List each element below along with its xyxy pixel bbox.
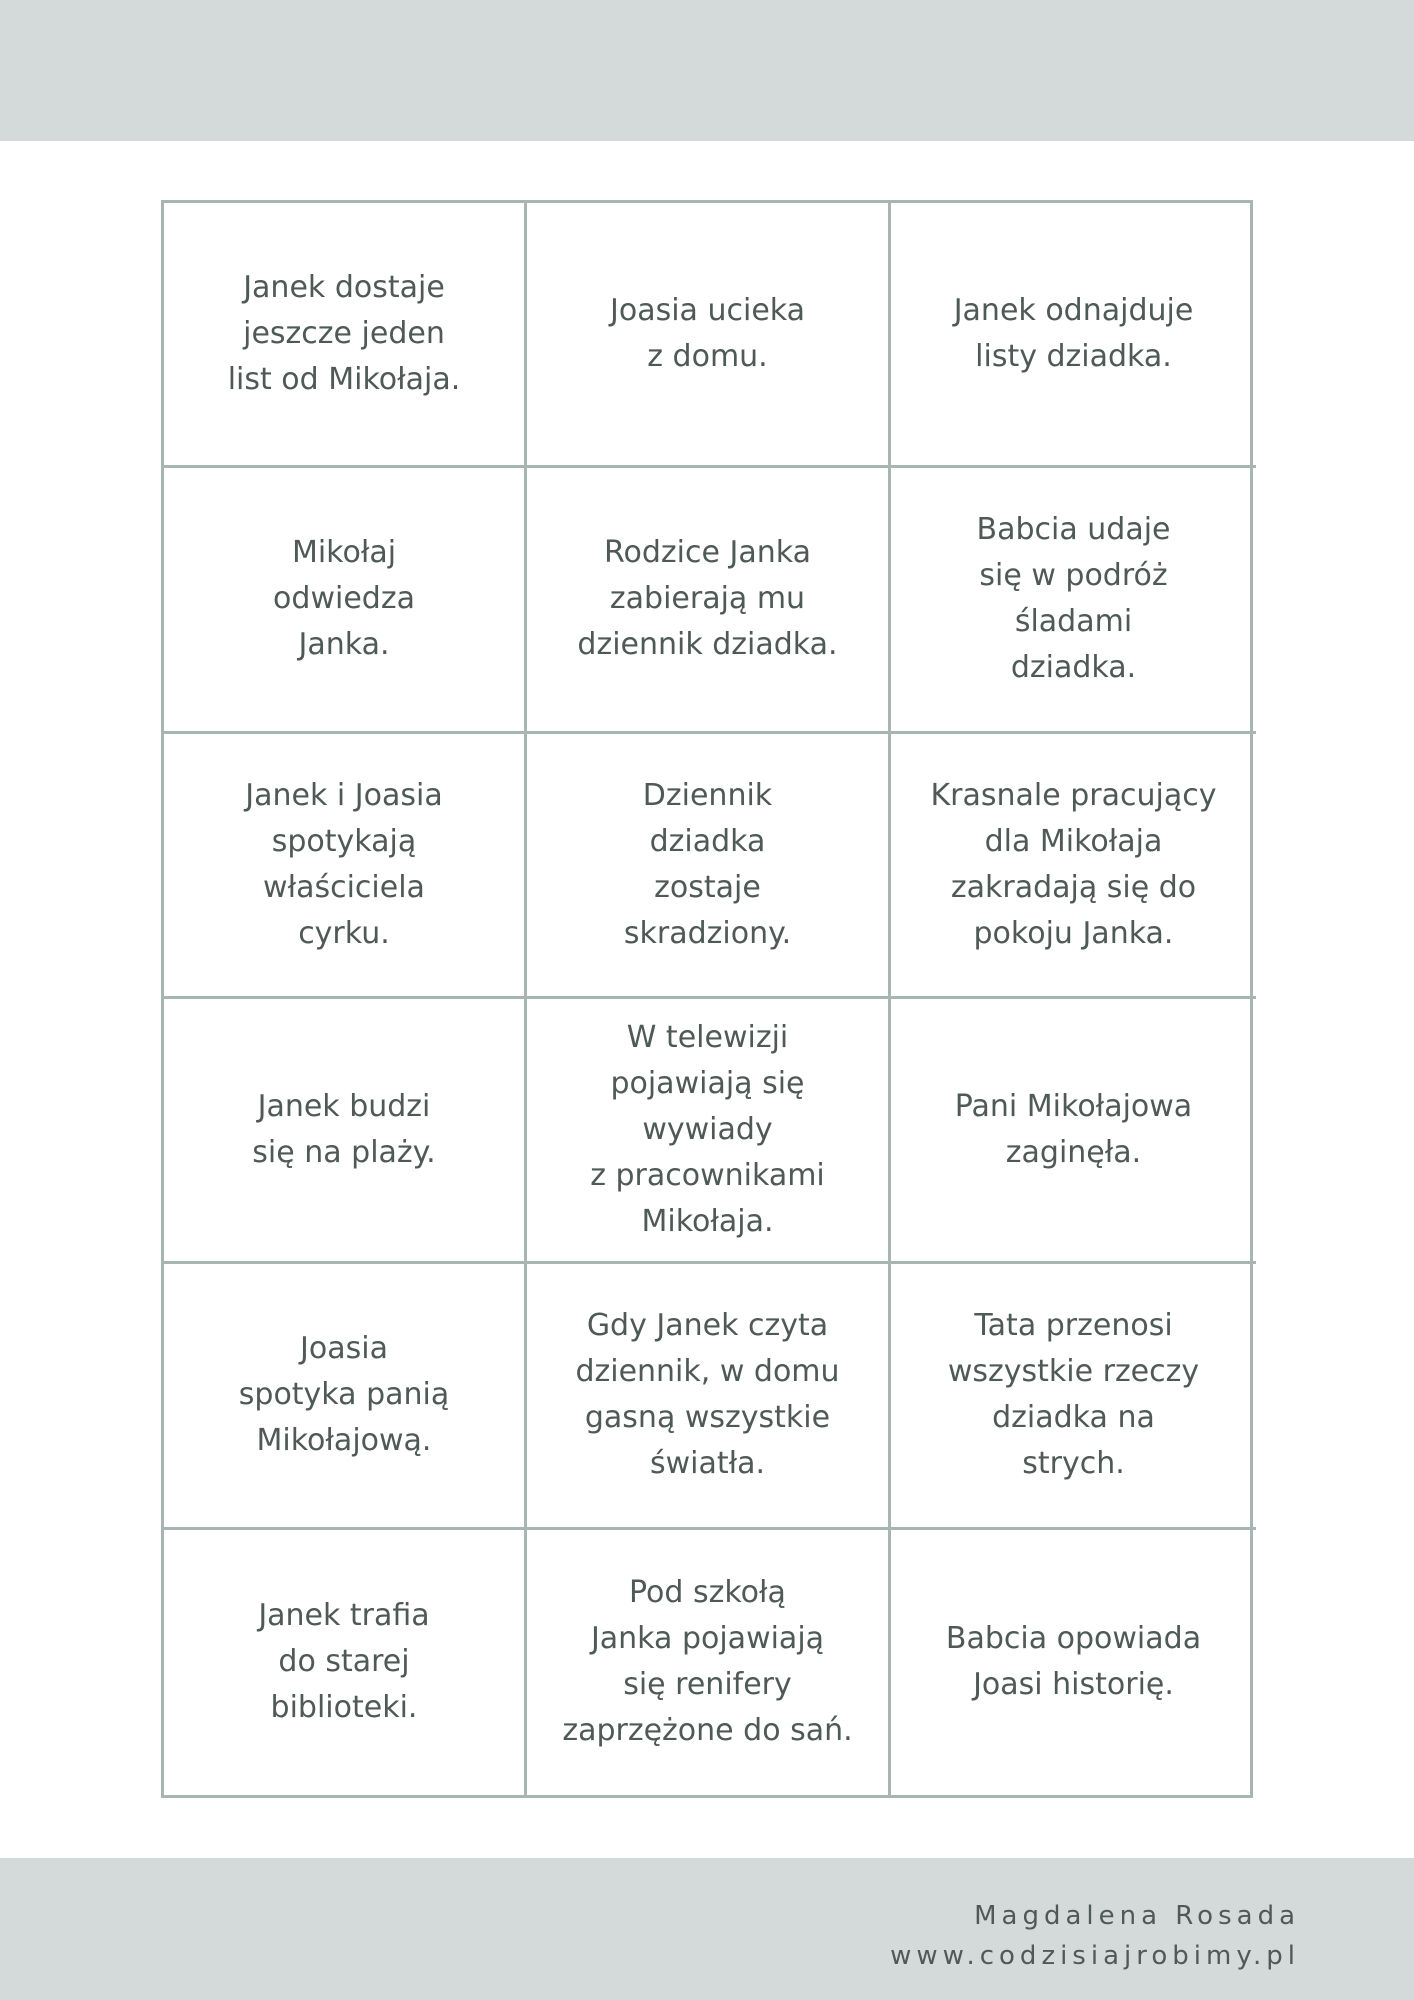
story-card: Janek odnajduje listy dziadka. — [891, 203, 1256, 468]
story-card: Mikołaj odwiedza Janka. — [164, 468, 527, 733]
story-card: Tata przenosi wszystkie rzeczy dziadka na strych. — [891, 1264, 1256, 1529]
story-card: Babcia udaje się w podróż śladami dziadka. — [891, 468, 1256, 733]
author-name: Magdalena Rosada — [974, 1901, 1300, 1931]
story-card: Pod szkołą Janka pojawiają się renifery zaprzężone do sań. — [527, 1530, 891, 1795]
story-card: W telewizji pojawiają się wywiady z pracownikami Mikołaja. — [527, 999, 891, 1264]
story-card: Janek dostaje jeszcze jeden list od Mikołaja. — [164, 203, 527, 468]
story-card: Joasia ucieka z domu. — [527, 203, 891, 468]
story-card: Janek i Joasia spotykają właściciela cyrku. — [164, 734, 527, 999]
story-cards-grid — [161, 200, 1253, 1798]
header-band — [0, 0, 1414, 141]
website-link[interactable]: www.codzisiajrobimy.pl — [890, 1941, 1300, 1971]
footer — [890, 1896, 1300, 1976]
story-card: Joasia spotyka panią Mikołajową. — [164, 1264, 527, 1529]
story-card: Pani Mikołajowa zaginęła. — [891, 999, 1256, 1264]
story-card: Dziennik dziadka zostaje skradziony. — [527, 734, 891, 999]
story-card: Babcia opowiada Joasi historię. — [945, 1621, 1202, 1703]
story-card: Gdy Janek czyta dziennik, w domu gasną wszystkie światła. — [527, 1264, 891, 1529]
story-card: Janek trafia do starej biblioteki. — [164, 1530, 527, 1795]
story-card: Krasnale pracujący dla Mikołaja zakradają się do pokoju Janka. — [891, 734, 1256, 999]
story-card: Janek budzi się na plaży. — [164, 999, 527, 1264]
story-card: Rodzice Janka zabierają mu dziennik dziadka. — [527, 468, 891, 733]
